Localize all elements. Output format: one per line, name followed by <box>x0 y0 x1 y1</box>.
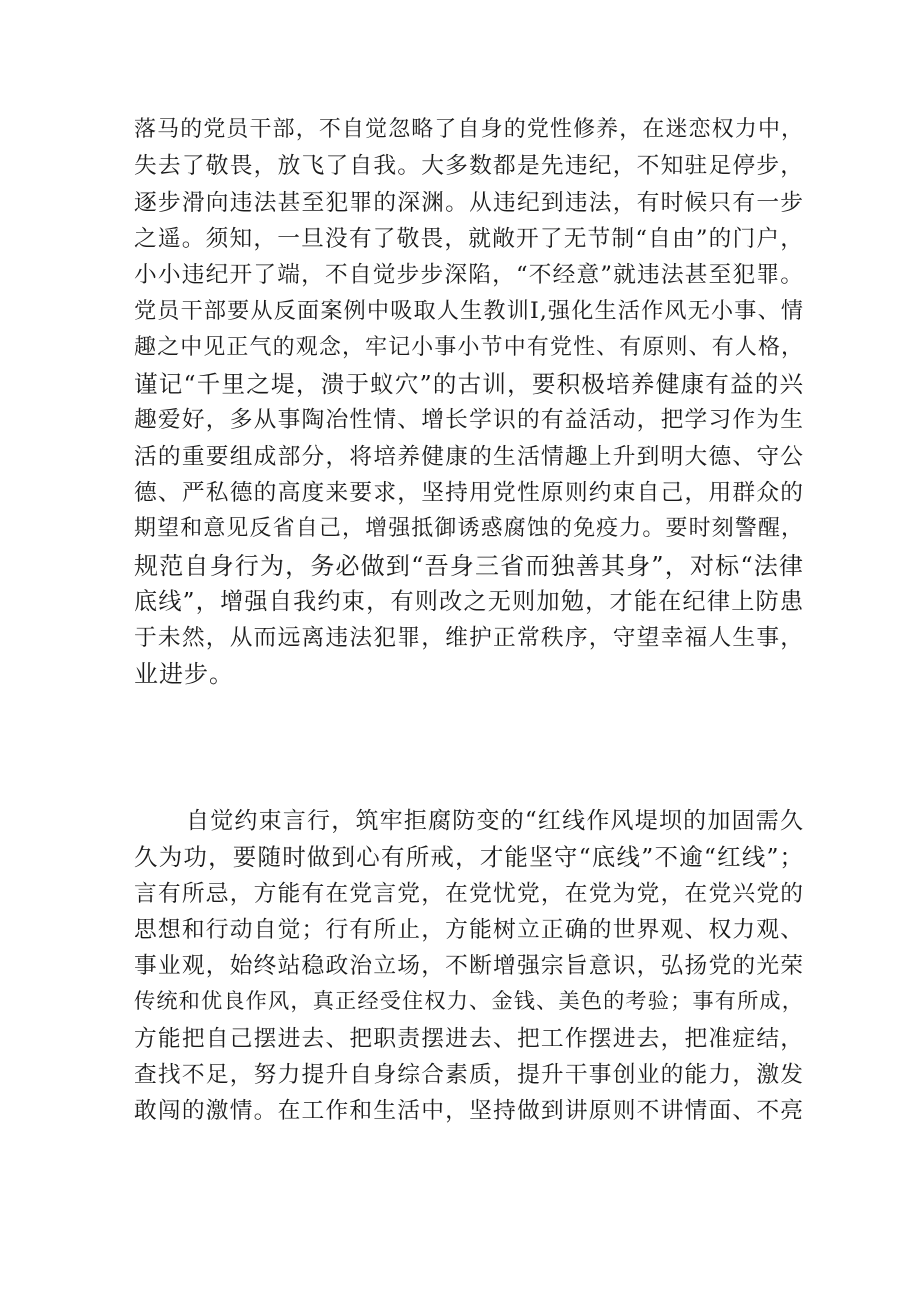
text-line: 党员干部要从反面案例中吸取人生教训I,强化生活作风无小事、情 <box>134 298 804 325</box>
text-line: 查找不足，努力提升自身综合素质，提升干事创业的能力，激发 <box>134 1062 804 1089</box>
text-line: 规范自身行为，务必做到“吾身三省而独善其身”，对标“法律 <box>134 551 804 580</box>
paragraph-2 <box>134 803 804 1130</box>
text-line: 逐步滑向违法甚至犯罪的深渊。从违纪到违法，有时候只有一步 <box>134 189 804 216</box>
text-line: 久为功，要随时做到心有所戒，才能坚守“底线”不逾“红线”； <box>134 843 804 872</box>
text-line: 趣爱好，多从事陶冶性情、增长学识的有益活动，把学习作为生 <box>134 407 804 434</box>
text-line: 期望和意见反省自己，增强抵御诱惑腐蚀的免疫力。要时刻警醒， <box>134 516 804 542</box>
text-line: 事业观，始终站稳政治立场，不断增强宗旨意识，弘扬党的光荣 <box>134 953 804 980</box>
text-line: 失去了敬畏，放飞了自我。大多数都是先违纪，不知驻足停步， <box>134 153 804 180</box>
text-line: 自觉约束言行，筑牢拒腐防变的“红线作风堤坝的加固需久 <box>186 808 804 834</box>
text-line: 思想和行动自觉；行有所止，方能树立正确的世界观、权力观、 <box>134 916 804 943</box>
text-line: 传统和优良作风，真正经受住权力、金钱、美色的考验；事有所成， <box>134 989 804 1015</box>
text-line: 之遥。须知，一旦没有了敬畏，就敞开了无节制“自由”的门户， <box>134 225 804 252</box>
text-line: 落马的党员干部，不自觉忽略了自身的党性修养，在迷恋权力中， <box>134 117 804 142</box>
text-line: 于未然，从而远离违法犯罪，维护正常秩序，守望幸福人生事， <box>134 625 804 652</box>
text-line: 底线”，增强自我约束，有则改之无则加勉，才能在纪律上防患 <box>134 588 804 615</box>
text-line: 活的重要组成部分，将培养健康的生活情趣上升到明大德、守公 <box>134 443 804 470</box>
text-line: 趣之中见正气的观念，牢记小事小节中有党性、有原则、有人格， <box>134 334 804 360</box>
text-line: 敢闯的激情。在工作和生活中，坚持做到讲原则不讲情面、不亮 <box>134 1098 804 1125</box>
text-line: 言有所忌，方能有在党言党，在党忧党，在党为党，在党兴党的 <box>134 880 804 907</box>
text-line: 业进步。 <box>134 660 234 689</box>
text-line: 德、严私德的高度来要求，坚持用党性原则约束自己，用群众的 <box>134 479 804 506</box>
text-line: 谨记“千里之堤，溃于蚁穴”的古训，要积极培养健康有益的兴 <box>134 370 804 399</box>
text-line: 方能把自己摆进去、把职责摆进去、把工作摆进去，把准症结， <box>134 1025 804 1052</box>
text-line: 小小违纪开了端，不自觉步步深陷，“不经意”就违法甚至犯罪。 <box>134 262 804 289</box>
paragraph-1 <box>134 112 804 693</box>
